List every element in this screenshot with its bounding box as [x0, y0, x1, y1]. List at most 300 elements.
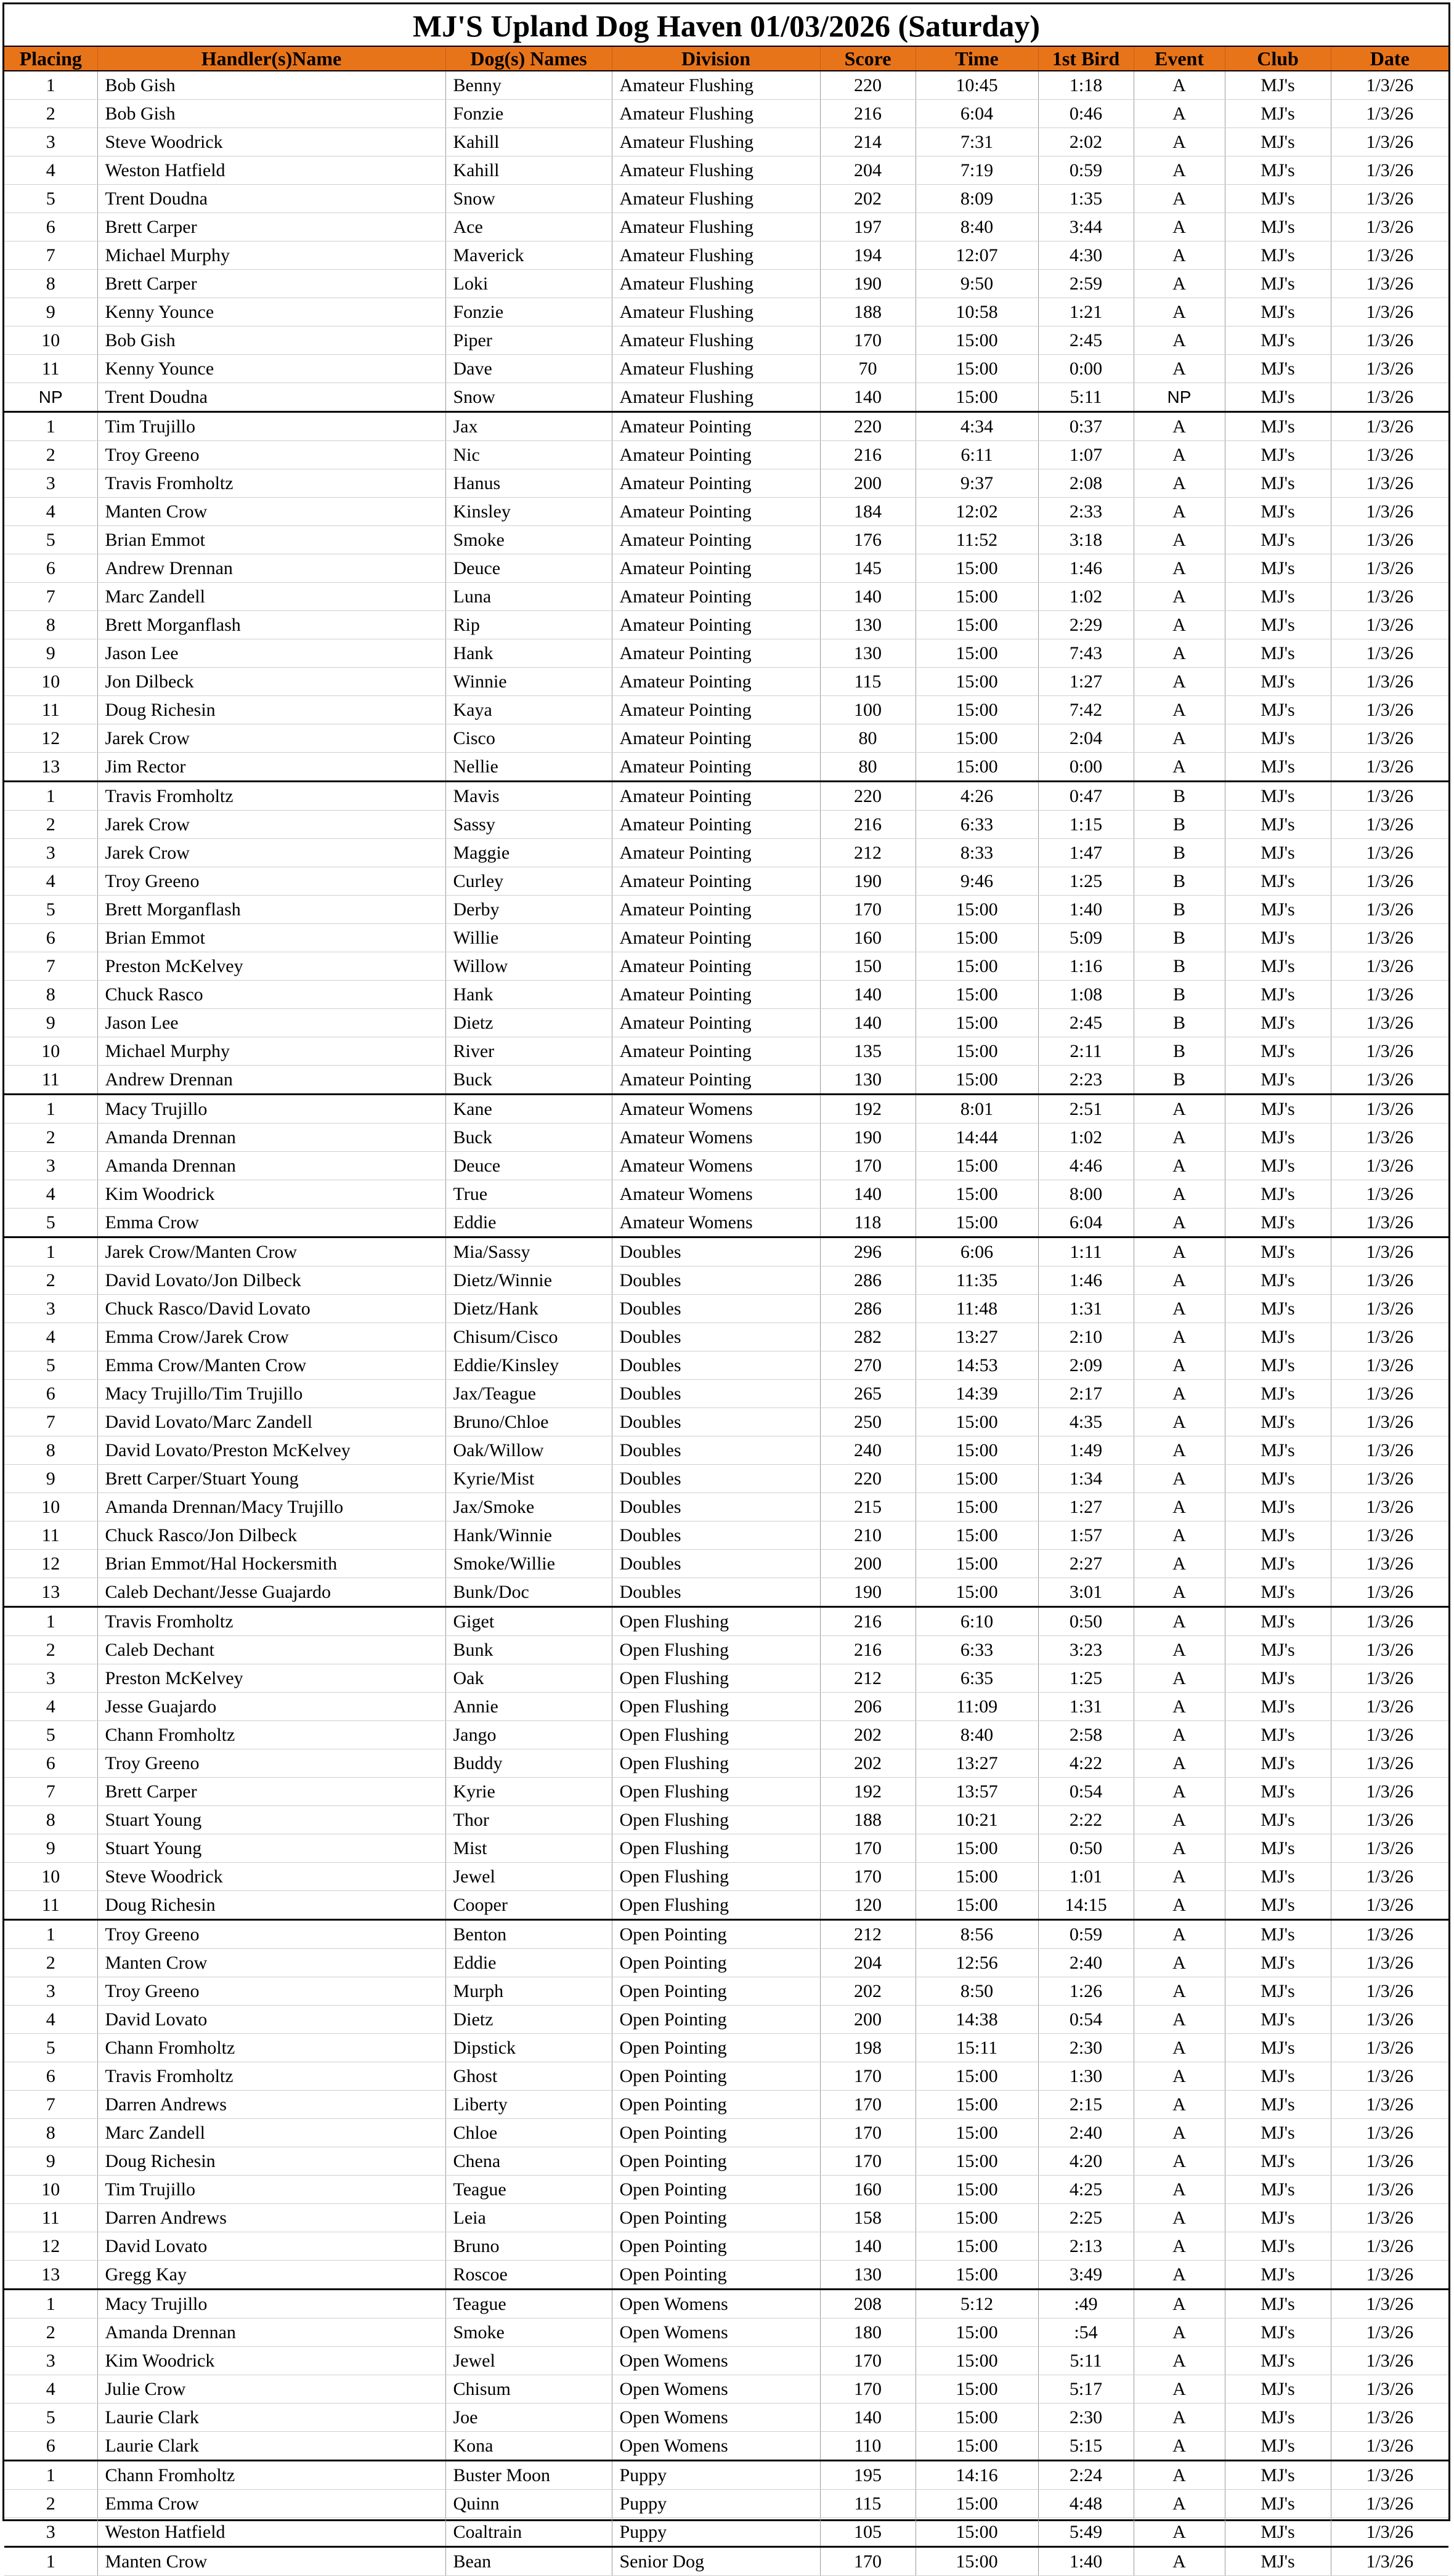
- cell-first-bird: :49: [1038, 2290, 1134, 2319]
- cell-club: MJ's: [1225, 156, 1331, 185]
- cell-event: B: [1134, 867, 1225, 896]
- cell-event: A: [1134, 298, 1225, 326]
- cell-score: 220: [820, 782, 916, 811]
- cell-date: 1/3/26: [1331, 185, 1448, 213]
- table-row: [4, 554, 1448, 583]
- cell-event: B: [1134, 839, 1225, 867]
- cell-score: 194: [820, 241, 916, 270]
- cell-placing: 3: [4, 839, 97, 867]
- cell-club: MJ's: [1225, 2204, 1331, 2232]
- cell-dog: Bruno/Chloe: [445, 1408, 612, 1436]
- cell-dog: Willow: [445, 952, 612, 981]
- cell-first-bird: 0:54: [1038, 1778, 1134, 1806]
- cell-handler: Chann Fromholtz: [97, 1721, 445, 1749]
- cell-date: 1/3/26: [1331, 811, 1448, 839]
- cell-club: MJ's: [1225, 611, 1331, 639]
- cell-division: Amateur Womens: [612, 1124, 820, 1152]
- cell-date: 1/3/26: [1331, 441, 1448, 469]
- cell-club: MJ's: [1225, 2147, 1331, 2176]
- cell-date: 1/3/26: [1331, 782, 1448, 811]
- cell-event: A: [1134, 2091, 1225, 2119]
- cell-date: 1/3/26: [1331, 1949, 1448, 1977]
- cell-date: 1/3/26: [1331, 2176, 1448, 2204]
- cell-score: 250: [820, 1408, 916, 1436]
- cell-score: 202: [820, 185, 916, 213]
- cell-handler: Bob Gish: [97, 100, 445, 128]
- cell-handler: Weston Hatfield: [97, 2518, 445, 2547]
- cell-placing: 1: [4, 1095, 97, 1124]
- cell-handler: Jarek Crow: [97, 811, 445, 839]
- cell-placing: 6: [4, 1380, 97, 1408]
- cell-first-bird: 2:08: [1038, 469, 1134, 498]
- cell-event: B: [1134, 952, 1225, 981]
- cell-dog: Dietz: [445, 1009, 612, 1037]
- cell-handler: Emma Crow: [97, 1209, 445, 1237]
- cell-club: MJ's: [1225, 2261, 1331, 2290]
- cell-club: MJ's: [1225, 782, 1331, 811]
- cell-date: 1/3/26: [1331, 924, 1448, 952]
- cell-division: Amateur Pointing: [612, 867, 820, 896]
- cell-score: 160: [820, 924, 916, 952]
- table-row: [4, 298, 1448, 326]
- page-title: MJ'S Upland Dog Haven 01/03/2026 (Saturday): [4, 4, 1448, 47]
- cell-first-bird: 1:35: [1038, 185, 1134, 213]
- cell-club: MJ's: [1225, 1693, 1331, 1721]
- table-row: [4, 1521, 1448, 1550]
- cell-event: A: [1134, 1721, 1225, 1749]
- cell-first-bird: 2:59: [1038, 270, 1134, 298]
- cell-score: 145: [820, 554, 916, 583]
- cell-handler: Laurie Clark: [97, 2404, 445, 2432]
- cell-first-bird: 2:45: [1038, 1009, 1134, 1037]
- cell-club: MJ's: [1225, 1891, 1331, 1920]
- cell-first-bird: 0:47: [1038, 782, 1134, 811]
- table-row: [4, 1863, 1448, 1891]
- cell-first-bird: 7:43: [1038, 639, 1134, 668]
- table-row: [4, 952, 1448, 981]
- cell-score: 296: [820, 1237, 916, 1266]
- cell-first-bird: 5:11: [1038, 383, 1134, 412]
- cell-first-bird: 1:47: [1038, 839, 1134, 867]
- table-row: [4, 867, 1448, 896]
- cell-club: MJ's: [1225, 2461, 1331, 2490]
- cell-club: MJ's: [1225, 1351, 1331, 1380]
- table-row: [4, 2232, 1448, 2261]
- cell-date: 1/3/26: [1331, 1636, 1448, 1664]
- cell-time: 11:35: [916, 1266, 1038, 1295]
- cell-score: 220: [820, 71, 916, 100]
- cell-time: 15:00: [916, 1465, 1038, 1493]
- cell-division: Amateur Pointing: [612, 839, 820, 867]
- table-row: [4, 1834, 1448, 1863]
- cell-time: 15:00: [916, 2204, 1038, 2232]
- cell-dog: Teague: [445, 2176, 612, 2204]
- cell-time: 15:00: [916, 2375, 1038, 2404]
- cell-date: 1/3/26: [1331, 2119, 1448, 2147]
- cell-club: MJ's: [1225, 924, 1331, 952]
- cell-placing: 2: [4, 2490, 97, 2518]
- cell-event: A: [1134, 1664, 1225, 1693]
- cell-division: Open Flushing: [612, 1607, 820, 1636]
- table-row: [4, 326, 1448, 355]
- cell-first-bird: 5:09: [1038, 924, 1134, 952]
- cell-dog: Mia/Sassy: [445, 1237, 612, 1266]
- cell-date: 1/3/26: [1331, 554, 1448, 583]
- cell-placing: 11: [4, 2204, 97, 2232]
- cell-club: MJ's: [1225, 2404, 1331, 2432]
- cell-time: 5:12: [916, 2290, 1038, 2319]
- table-row: [4, 1465, 1448, 1493]
- cell-date: 1/3/26: [1331, 213, 1448, 241]
- cell-date: 1/3/26: [1331, 1693, 1448, 1721]
- table-row: [4, 1693, 1448, 1721]
- cell-time: 13:57: [916, 1778, 1038, 1806]
- cell-dog: Nic: [445, 441, 612, 469]
- cell-division: Doubles: [612, 1295, 820, 1323]
- cell-time: 15:00: [916, 2404, 1038, 2432]
- cell-time: 12:02: [916, 498, 1038, 526]
- cell-first-bird: 2:30: [1038, 2034, 1134, 2062]
- cell-time: 14:53: [916, 1351, 1038, 1380]
- cell-handler: Doug Richesin: [97, 696, 445, 724]
- cell-handler: Brett Carper/Stuart Young: [97, 1465, 445, 1493]
- cell-placing: 4: [4, 498, 97, 526]
- cell-time: 15:00: [916, 1834, 1038, 1863]
- cell-date: 1/3/26: [1331, 1465, 1448, 1493]
- cell-dog: Kaya: [445, 696, 612, 724]
- table-row: [4, 724, 1448, 753]
- cell-club: MJ's: [1225, 185, 1331, 213]
- cell-event: A: [1134, 1806, 1225, 1834]
- cell-score: 135: [820, 1037, 916, 1066]
- cell-dog: Benton: [445, 1920, 612, 1949]
- table-row: [4, 811, 1448, 839]
- cell-handler: Brian Emmot/Hal Hockersmith: [97, 1550, 445, 1578]
- cell-handler: Chann Fromholtz: [97, 2034, 445, 2062]
- table-row: [4, 383, 1448, 412]
- cell-dog: Jewel: [445, 1863, 612, 1891]
- cell-club: MJ's: [1225, 298, 1331, 326]
- cell-dog: Chloe: [445, 2119, 612, 2147]
- cell-handler: Kim Woodrick: [97, 2347, 445, 2375]
- cell-dog: Dave: [445, 355, 612, 383]
- col-header-handler: Handler(s)Name: [97, 47, 445, 71]
- cell-club: MJ's: [1225, 1749, 1331, 1778]
- cell-dog: Quinn: [445, 2490, 612, 2518]
- table-row: [4, 1037, 1448, 1066]
- cell-time: 13:27: [916, 1749, 1038, 1778]
- cell-time: 15:00: [916, 2232, 1038, 2261]
- table-row: [4, 1920, 1448, 1949]
- cell-first-bird: 1:40: [1038, 2547, 1134, 2576]
- cell-score: 197: [820, 213, 916, 241]
- cell-handler: Chuck Rasco: [97, 981, 445, 1009]
- cell-first-bird: 2:09: [1038, 1351, 1134, 1380]
- cell-event: A: [1134, 71, 1225, 100]
- cell-time: 15:00: [916, 326, 1038, 355]
- table-row: [4, 1721, 1448, 1749]
- cell-time: 8:09: [916, 185, 1038, 213]
- cell-date: 1/3/26: [1331, 1920, 1448, 1949]
- cell-date: 1/3/26: [1331, 128, 1448, 156]
- col-header-score: Score: [820, 47, 916, 71]
- cell-first-bird: 1:57: [1038, 1521, 1134, 1550]
- cell-first-bird: 1:08: [1038, 981, 1134, 1009]
- cell-division: Amateur Flushing: [612, 326, 820, 355]
- cell-placing: 2: [4, 1949, 97, 1977]
- table-row: [4, 753, 1448, 782]
- cell-placing: 2: [4, 811, 97, 839]
- cell-handler: Manten Crow: [97, 2547, 445, 2576]
- cell-handler: Troy Greeno: [97, 1977, 445, 2006]
- table-row: [4, 2147, 1448, 2176]
- cell-dog: Murph: [445, 1977, 612, 2006]
- cell-date: 1/3/26: [1331, 2347, 1448, 2375]
- cell-time: 15:00: [916, 355, 1038, 383]
- cell-time: 15:00: [916, 668, 1038, 696]
- cell-placing: 9: [4, 2147, 97, 2176]
- table-row: [4, 412, 1448, 441]
- cell-date: 1/3/26: [1331, 753, 1448, 782]
- cell-score: 188: [820, 298, 916, 326]
- cell-dog: Eddie: [445, 1949, 612, 1977]
- cell-first-bird: 4:25: [1038, 2176, 1134, 2204]
- cell-club: MJ's: [1225, 668, 1331, 696]
- cell-score: 118: [820, 1209, 916, 1237]
- cell-score: 140: [820, 583, 916, 611]
- cell-dog: Fonzie: [445, 298, 612, 326]
- cell-event: A: [1134, 1124, 1225, 1152]
- cell-event: A: [1134, 2006, 1225, 2034]
- cell-division: Doubles: [612, 1550, 820, 1578]
- cell-event: A: [1134, 1436, 1225, 1465]
- table-row: [4, 1806, 1448, 1834]
- cell-club: MJ's: [1225, 839, 1331, 867]
- cell-division: Amateur Pointing: [612, 896, 820, 924]
- cell-club: MJ's: [1225, 1806, 1331, 1834]
- cell-club: MJ's: [1225, 2290, 1331, 2319]
- cell-first-bird: :54: [1038, 2319, 1134, 2347]
- cell-club: MJ's: [1225, 1920, 1331, 1949]
- cell-handler: David Lovato/Marc Zandell: [97, 1408, 445, 1436]
- cell-score: 70: [820, 355, 916, 383]
- cell-first-bird: 1:40: [1038, 896, 1134, 924]
- cell-first-bird: 3:01: [1038, 1578, 1134, 1607]
- cell-placing: NP: [4, 383, 97, 412]
- cell-date: 1/3/26: [1331, 1237, 1448, 1266]
- cell-time: 10:58: [916, 298, 1038, 326]
- cell-dog: Maverick: [445, 241, 612, 270]
- cell-score: 192: [820, 1095, 916, 1124]
- cell-first-bird: 2:40: [1038, 2119, 1134, 2147]
- cell-handler: Trent Doudna: [97, 383, 445, 412]
- cell-placing: 2: [4, 2319, 97, 2347]
- table-row: [4, 2290, 1448, 2319]
- cell-division: Amateur Pointing: [612, 753, 820, 782]
- cell-event: A: [1134, 2404, 1225, 2432]
- results-table: [4, 47, 1448, 2576]
- cell-placing: 8: [4, 2119, 97, 2147]
- results-sheet: [2, 2, 1450, 2572]
- cell-event: A: [1134, 2518, 1225, 2547]
- table-row: [4, 1323, 1448, 1351]
- cell-date: 1/3/26: [1331, 611, 1448, 639]
- cell-event: A: [1134, 2034, 1225, 2062]
- cell-event: A: [1134, 611, 1225, 639]
- cell-event: A: [1134, 412, 1225, 441]
- cell-division: Doubles: [612, 1465, 820, 1493]
- cell-handler: Troy Greeno: [97, 1920, 445, 1949]
- cell-event: A: [1134, 2432, 1225, 2461]
- cell-division: Doubles: [612, 1578, 820, 1607]
- cell-time: 10:21: [916, 1806, 1038, 1834]
- cell-date: 1/3/26: [1331, 583, 1448, 611]
- table-row: [4, 1009, 1448, 1037]
- cell-division: Doubles: [612, 1493, 820, 1521]
- cell-score: 220: [820, 412, 916, 441]
- cell-placing: 4: [4, 1693, 97, 1721]
- cell-division: Amateur Womens: [612, 1180, 820, 1209]
- cell-club: MJ's: [1225, 1152, 1331, 1180]
- cell-time: 8:50: [916, 1977, 1038, 2006]
- cell-placing: 12: [4, 724, 97, 753]
- cell-event: A: [1134, 2261, 1225, 2290]
- cell-placing: 3: [4, 1295, 97, 1323]
- cell-club: MJ's: [1225, 526, 1331, 554]
- col-header-division: Division: [612, 47, 820, 71]
- cell-club: MJ's: [1225, 2490, 1331, 2518]
- cell-dog: Joe: [445, 2404, 612, 2432]
- cell-division: Amateur Pointing: [612, 639, 820, 668]
- cell-dog: Willie: [445, 924, 612, 952]
- cell-first-bird: 6:04: [1038, 1209, 1134, 1237]
- cell-date: 1/3/26: [1331, 1266, 1448, 1295]
- cell-handler: Andrew Drennan: [97, 554, 445, 583]
- cell-club: MJ's: [1225, 213, 1331, 241]
- table-row: [4, 1636, 1448, 1664]
- cell-event: A: [1134, 100, 1225, 128]
- cell-handler: Laurie Clark: [97, 2432, 445, 2461]
- cell-placing: 4: [4, 867, 97, 896]
- cell-score: 170: [820, 1834, 916, 1863]
- cell-handler: Caleb Dechant/Jesse Guajardo: [97, 1578, 445, 1607]
- cell-first-bird: 1:25: [1038, 1664, 1134, 1693]
- cell-placing: 8: [4, 1806, 97, 1834]
- cell-first-bird: 3:44: [1038, 213, 1134, 241]
- cell-event: A: [1134, 2347, 1225, 2375]
- cell-club: MJ's: [1225, 2091, 1331, 2119]
- cell-division: Amateur Pointing: [612, 498, 820, 526]
- cell-handler: Marc Zandell: [97, 583, 445, 611]
- cell-first-bird: 8:00: [1038, 1180, 1134, 1209]
- cell-club: MJ's: [1225, 2518, 1331, 2547]
- cell-time: 15:00: [916, 2490, 1038, 2518]
- cell-club: MJ's: [1225, 554, 1331, 583]
- cell-handler: Jarek Crow: [97, 724, 445, 753]
- cell-club: MJ's: [1225, 1578, 1331, 1607]
- cell-event: A: [1134, 724, 1225, 753]
- cell-time: 9:46: [916, 867, 1038, 896]
- cell-event: A: [1134, 128, 1225, 156]
- cell-time: 15:00: [916, 2432, 1038, 2461]
- cell-placing: 5: [4, 1721, 97, 1749]
- cell-handler: Travis Fromholtz: [97, 782, 445, 811]
- cell-first-bird: 2:10: [1038, 1323, 1134, 1351]
- cell-club: MJ's: [1225, 639, 1331, 668]
- cell-placing: 7: [4, 952, 97, 981]
- table-row: [4, 2347, 1448, 2375]
- cell-placing: 7: [4, 583, 97, 611]
- cell-club: MJ's: [1225, 1465, 1331, 1493]
- cell-division: Amateur Flushing: [612, 355, 820, 383]
- table-row: [4, 2461, 1448, 2490]
- cell-dog: Buck: [445, 1066, 612, 1095]
- table-row: [4, 839, 1448, 867]
- cell-time: 12:56: [916, 1949, 1038, 1977]
- cell-handler: Preston McKelvey: [97, 1664, 445, 1693]
- cell-first-bird: 1:01: [1038, 1863, 1134, 1891]
- cell-placing: 6: [4, 924, 97, 952]
- cell-time: 6:11: [916, 441, 1038, 469]
- cell-division: Doubles: [612, 1323, 820, 1351]
- table-row: [4, 1664, 1448, 1693]
- cell-dog: Cooper: [445, 1891, 612, 1920]
- cell-dog: Buster Moon: [445, 2461, 612, 2490]
- cell-handler: Stuart Young: [97, 1834, 445, 1863]
- cell-score: 150: [820, 952, 916, 981]
- cell-first-bird: 1:30: [1038, 2062, 1134, 2091]
- cell-placing: 5: [4, 896, 97, 924]
- cell-dog: Cisco: [445, 724, 612, 753]
- table-row: [4, 526, 1448, 554]
- cell-club: MJ's: [1225, 1834, 1331, 1863]
- cell-score: 282: [820, 1323, 916, 1351]
- cell-score: 130: [820, 2261, 916, 2290]
- cell-time: 15:11: [916, 2034, 1038, 2062]
- cell-event: A: [1134, 1607, 1225, 1636]
- cell-club: MJ's: [1225, 469, 1331, 498]
- cell-date: 1/3/26: [1331, 1778, 1448, 1806]
- cell-placing: 6: [4, 213, 97, 241]
- cell-handler: Bob Gish: [97, 71, 445, 100]
- cell-placing: 8: [4, 981, 97, 1009]
- cell-score: 170: [820, 896, 916, 924]
- cell-handler: Emma Crow/Jarek Crow: [97, 1323, 445, 1351]
- cell-club: MJ's: [1225, 383, 1331, 412]
- cell-event: A: [1134, 1693, 1225, 1721]
- cell-club: MJ's: [1225, 1095, 1331, 1124]
- cell-date: 1/3/26: [1331, 1806, 1448, 1834]
- cell-event: A: [1134, 2375, 1225, 2404]
- cell-division: Open Pointing: [612, 2232, 820, 2261]
- cell-date: 1/3/26: [1331, 1351, 1448, 1380]
- cell-event: A: [1134, 2147, 1225, 2176]
- cell-division: Open Womens: [612, 2375, 820, 2404]
- cell-time: 15:00: [916, 2319, 1038, 2347]
- table-row: [4, 1152, 1448, 1180]
- cell-division: Senior Dog: [612, 2547, 820, 2576]
- cell-placing: 10: [4, 1037, 97, 1066]
- cell-club: MJ's: [1225, 2034, 1331, 2062]
- cell-time: 8:33: [916, 839, 1038, 867]
- col-header-time: Time: [916, 47, 1038, 71]
- cell-date: 1/3/26: [1331, 1521, 1448, 1550]
- cell-club: MJ's: [1225, 2232, 1331, 2261]
- cell-event: B: [1134, 924, 1225, 952]
- cell-event: A: [1134, 668, 1225, 696]
- cell-handler: Tim Trujillo: [97, 412, 445, 441]
- cell-club: MJ's: [1225, 896, 1331, 924]
